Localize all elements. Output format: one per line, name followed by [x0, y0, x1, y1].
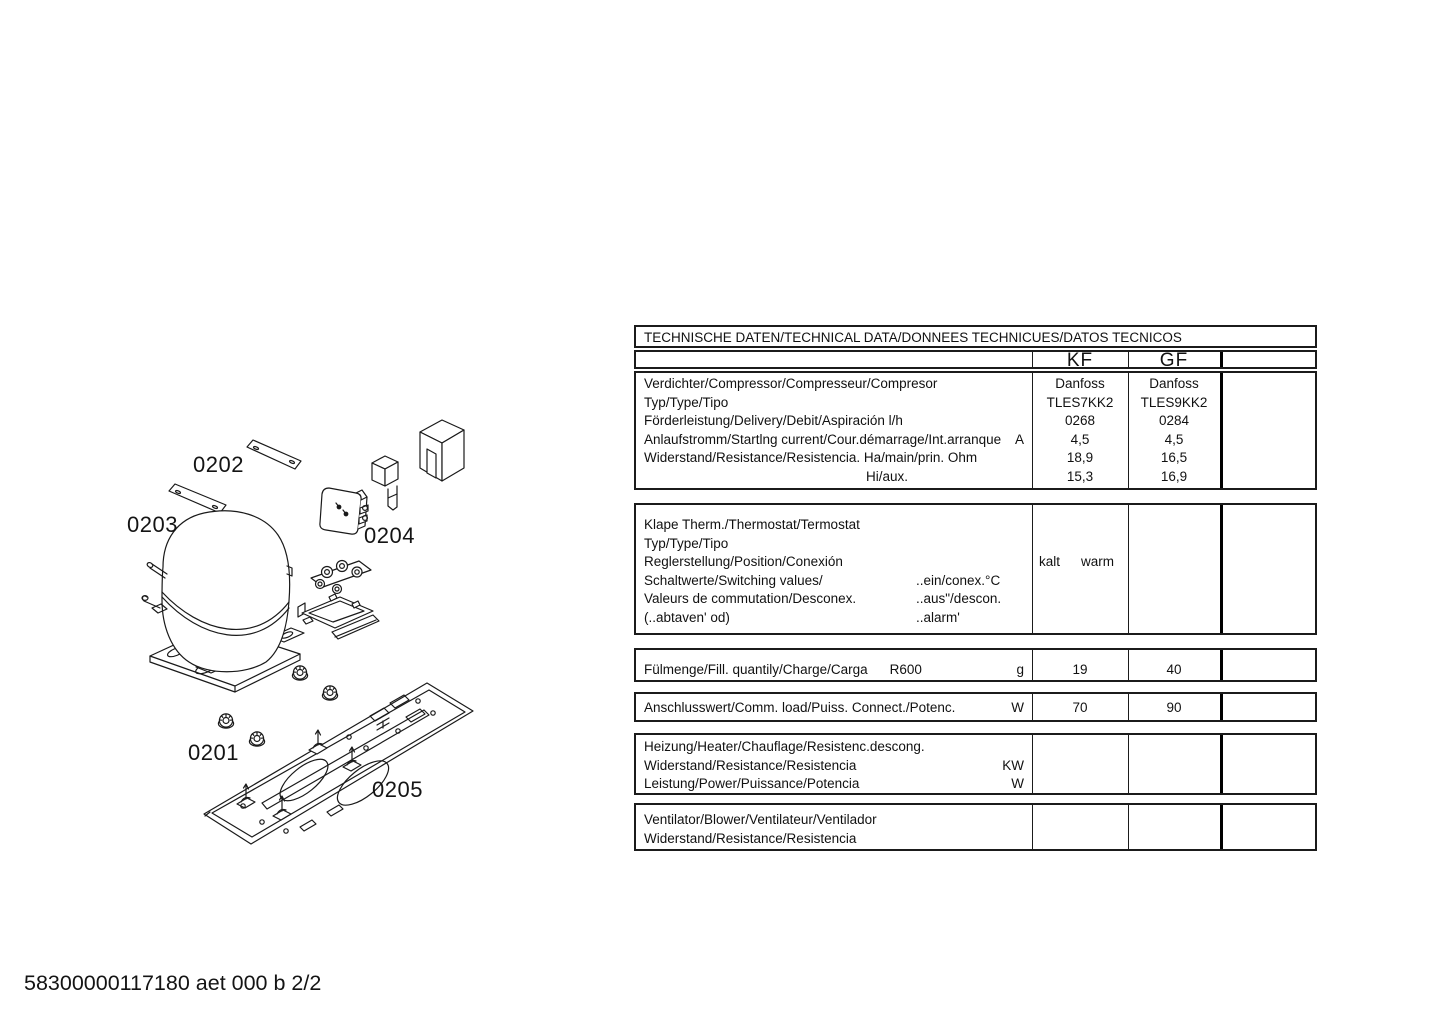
column-divider [1032, 694, 1033, 720]
table-row [636, 830, 1315, 849]
kf-value: 19 [1072, 662, 1088, 677]
table-row [636, 412, 1315, 431]
mounting-rail-upper-icon [247, 440, 301, 469]
mounting-rail-lower-icon [169, 484, 226, 513]
part-label-0202: 0202 [193, 452, 244, 477]
gf-value: 16,5 [1160, 450, 1188, 465]
row-label: Klape Therm./Thermostat/Termostat [644, 517, 860, 532]
nut-icon [292, 666, 307, 680]
column-divider [1128, 735, 1129, 793]
refrigerant-type: R600 [889, 662, 922, 677]
section-compressor [634, 371, 1317, 490]
column-divider-thick [1220, 694, 1223, 720]
row-label: Widerstand/Resistance/Resistencia [644, 830, 857, 846]
row-unit: W [1011, 776, 1024, 791]
part-label-0205: 0205 [372, 777, 423, 802]
column-divider [1032, 373, 1033, 488]
table-title-row [634, 325, 1317, 348]
column-divider [1032, 505, 1033, 633]
row-sublabel: ..ein/conex.°C [916, 572, 1001, 588]
table-row [636, 572, 1315, 591]
table-row [636, 590, 1315, 609]
gf-value: TLES9KK2 [1140, 394, 1208, 410]
kf-value: 18,9 [1066, 450, 1094, 465]
row-label: Förderleistung/Delivery/Debit/Aspiración l/h [644, 413, 903, 428]
kf-value: TLES7KK2 [1046, 394, 1114, 410]
row-label: Schaltwerte/Switching values/ [644, 572, 823, 588]
row-unit: A [1014, 431, 1024, 447]
gf-value: 90 [1166, 700, 1182, 715]
gf-value: 0284 [1158, 413, 1190, 428]
row-label: Anschlusswert/Comm. load/Puiss. Connect./Potenc. [644, 700, 956, 715]
header-spacer [636, 352, 1032, 369]
column-divider [1128, 352, 1129, 367]
kf-value-pair [1032, 553, 1128, 572]
relay-cover-icon [420, 420, 464, 481]
row-unit: KW [1002, 757, 1024, 773]
row-label: Valeurs de commutation/Desconex. [644, 591, 857, 606]
gf-value: 4,5 [1164, 431, 1184, 447]
table-row [636, 699, 1315, 718]
column-divider [1032, 735, 1033, 793]
table-row [636, 468, 1315, 487]
nut-icon [249, 732, 264, 746]
row-unit: g [1016, 662, 1024, 677]
kf-value: Danfoss [1055, 376, 1105, 391]
section-thermostat [634, 503, 1317, 635]
row-label: Reglerstellung/Position/Conexión [644, 554, 843, 569]
section-refrigerant [634, 648, 1317, 682]
kf-value-cold: kalt [1039, 554, 1061, 569]
table-row [636, 375, 1315, 394]
row-label: Ventilator/Blower/Ventilateur/Ventilador [644, 812, 877, 827]
nut-icon [322, 686, 337, 700]
table-row [636, 811, 1315, 830]
part-label-0201: 0201 [188, 740, 239, 765]
row-label: Widerstand/Resistance/Resistencia [644, 757, 857, 773]
kf-value: 70 [1072, 700, 1088, 715]
table-row [636, 738, 1315, 757]
row-label: Hi/aux. [866, 468, 909, 484]
relay-bracket-icon [372, 456, 398, 510]
part-label-0204: 0204 [364, 523, 415, 548]
row-sublabel: ..alarm' [916, 609, 960, 625]
clamp-bracket-icon [298, 594, 379, 639]
table-row [636, 553, 1315, 572]
gf-value: 16,9 [1160, 468, 1188, 484]
table-row [636, 609, 1315, 628]
column-divider [1128, 694, 1129, 720]
table-row [636, 449, 1315, 468]
table-title: TECHNISCHE DATEN/TECHNICAL DATA/DONNEES TECHNICUES/DATOS TECNICOS [644, 330, 1182, 345]
column-divider [1128, 505, 1129, 633]
kf-value: 4,5 [1070, 431, 1090, 447]
row-label: Typ/Type/Tipo [644, 394, 729, 410]
row-sublabel: ..aus"/descon. [916, 591, 1002, 606]
column-divider [1032, 352, 1033, 367]
table-row [636, 394, 1315, 413]
column-divider-thick [1220, 735, 1223, 793]
column-divider-thick [1220, 352, 1223, 367]
column-divider-thick [1220, 373, 1223, 488]
row-unit: W [1011, 700, 1024, 715]
kf-value: 0268 [1064, 413, 1096, 428]
column-divider [1032, 805, 1033, 849]
row-label: Leistung/Power/Puissance/Potencia [644, 776, 860, 791]
starter-relay-icon [320, 488, 368, 534]
table-row [636, 775, 1315, 794]
table-row [636, 516, 1315, 535]
column-header-gf: GF [1159, 350, 1189, 371]
table-header-row [634, 350, 1317, 369]
table-row [636, 757, 1315, 776]
row-label: Verdichter/Compressor/Compresseur/Compresor [644, 376, 938, 391]
nut-icon [218, 714, 233, 728]
gf-value: Danfoss [1149, 376, 1199, 391]
column-divider [1128, 373, 1129, 488]
terminal-block-icon [311, 561, 371, 594]
column-divider-thick [1220, 805, 1223, 849]
part-label-0203: 0203 [127, 512, 178, 537]
column-divider [1128, 650, 1129, 680]
kf-value: 15,3 [1066, 468, 1094, 484]
table-row [636, 661, 1315, 680]
row-label: Widerstand/Resistance/Resistencia. Ha/main/prin. Ohm [644, 450, 978, 465]
gf-value: 40 [1166, 662, 1182, 677]
row-label: Anlaufstromm/Startlng current/Cour.démarrage/Int.arranque [644, 431, 1002, 447]
document-number: 58300000117180 aet 000 b 2/2 [24, 971, 322, 995]
row-label: (..abtaven' od) [644, 609, 730, 625]
section-connected-load [634, 692, 1317, 722]
section-heater [634, 733, 1317, 795]
column-header-kf: KF [1066, 350, 1094, 371]
baseplate-icon [204, 683, 473, 844]
row-label: Fülmenge/Fill. quantily/Charge/Carga [644, 662, 868, 677]
kf-value-warm: warm [1081, 554, 1114, 569]
column-divider [1032, 650, 1033, 680]
column-divider [1128, 805, 1129, 849]
row-label: Heizung/Heater/Chauflage/Resistenc.descong. [644, 739, 925, 754]
column-divider-thick [1220, 650, 1223, 680]
section-fan [634, 803, 1317, 851]
row-label: Typ/Type/Tipo [644, 535, 729, 551]
table-row [636, 431, 1315, 450]
column-divider-thick [1220, 505, 1223, 633]
table-row [636, 535, 1315, 554]
